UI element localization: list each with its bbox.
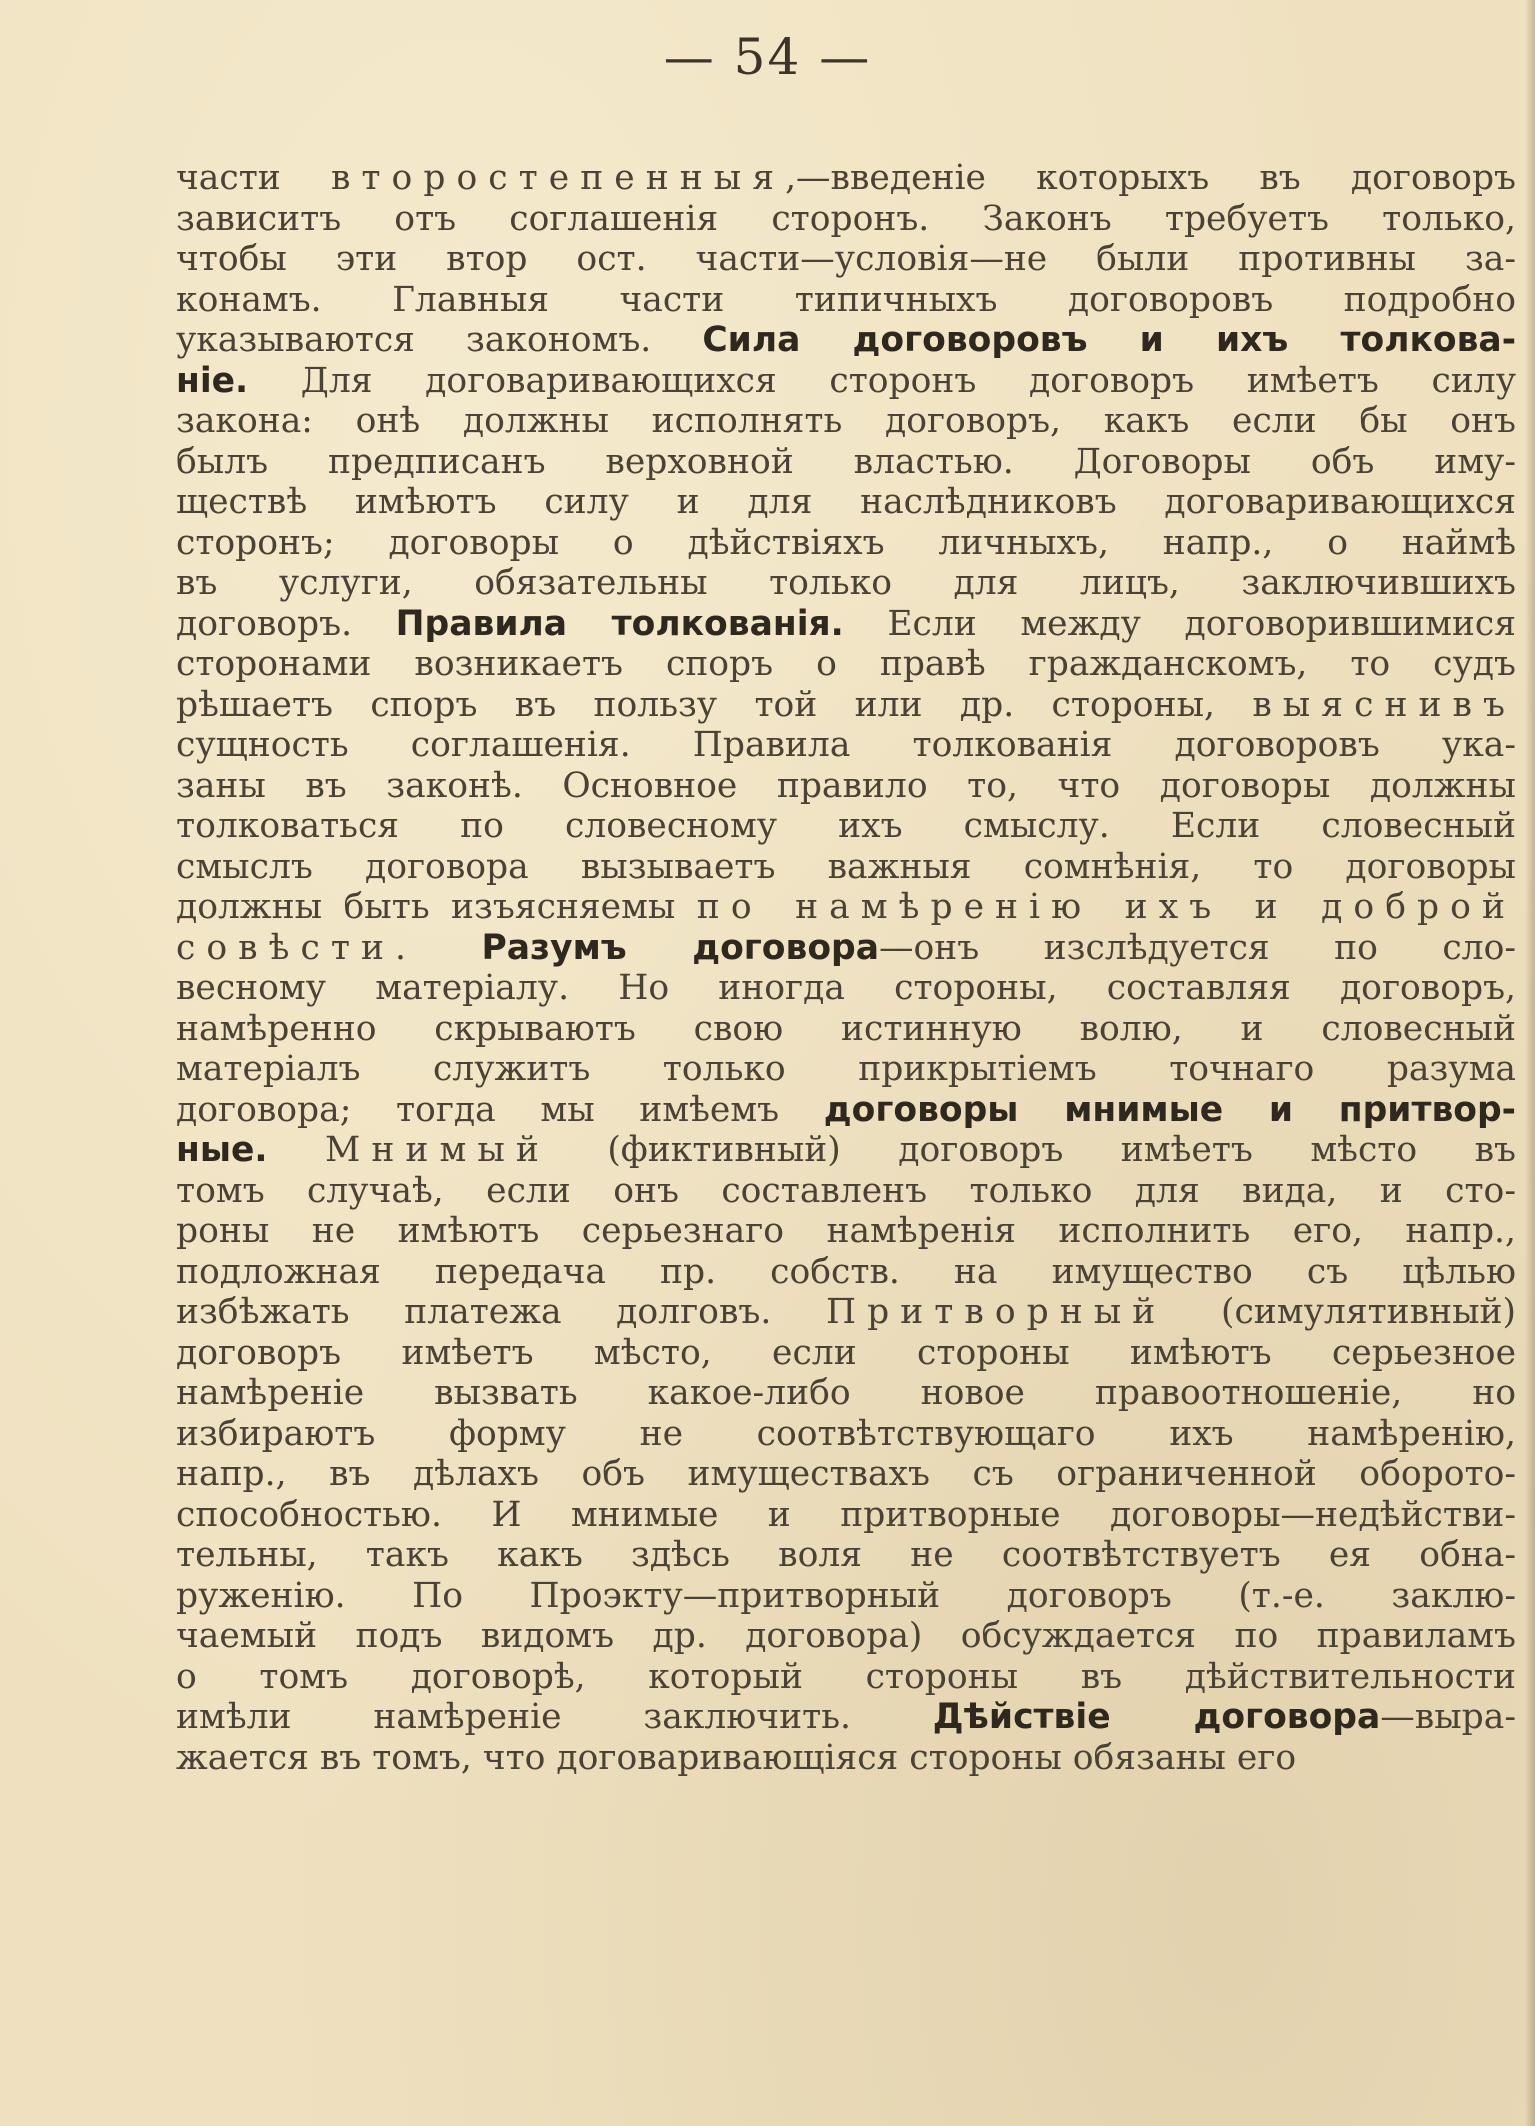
text-run: намѣреніе вызвать какое-либо новое правоотношеніе, но xyxy=(176,1373,1516,1413)
text-run: роны не имѣютъ серьезнаго намѣренія исполнить его, напр., xyxy=(176,1211,1516,1251)
text-run: части xyxy=(176,158,331,198)
text-run: заны въ законѣ. Основное правило то, что договоры должны xyxy=(176,765,1516,806)
text-line xyxy=(176,1333,1516,1374)
text-run: договоръ имѣетъ мѣсто, если стороны имѣютъ серьезное xyxy=(176,1332,1516,1373)
text-line xyxy=(176,401,1516,442)
text-run: чтобы эти втор ост. части—условія—не были противны за- xyxy=(176,239,1516,279)
text-run: руженію. По Проэкту—притворный договоръ (т.-е. заклю- xyxy=(176,1575,1516,1616)
text-line xyxy=(176,1576,1516,1617)
text-line xyxy=(176,887,1516,928)
text-run xyxy=(268,1130,325,1170)
text-run: подложная передача пр. собств. на имущество съ цѣлью xyxy=(176,1251,1516,1292)
bold-heading: Разумъ договора xyxy=(481,927,880,968)
text-run: зависитъ отъ соглашенія сторонъ. Законъ требуетъ только, xyxy=(176,198,1516,239)
text-line xyxy=(176,1090,1516,1131)
text-line xyxy=(176,604,1516,645)
page-edge-shadow xyxy=(1525,0,1535,2126)
text-run: указываются закономъ. xyxy=(176,320,703,360)
bold-heading: Сила договоровъ и ихъ толкова- xyxy=(702,320,1516,360)
text-line xyxy=(176,1738,1516,1779)
text-run: смыслъ договора вызываетъ важныя сомнѣнія, то договоры xyxy=(176,846,1516,887)
text-line xyxy=(176,1049,1516,1090)
text-line xyxy=(176,1252,1516,1293)
page-number: — 54 — xyxy=(663,28,872,86)
text-run: —выра- xyxy=(1380,1697,1516,1737)
text-line xyxy=(176,766,1516,807)
text-run: ,—введеніе которыхъ въ договоръ xyxy=(785,158,1516,198)
text-run: рѣшаетъ споръ въ пользу той или др. стороны, xyxy=(176,684,1253,725)
text-run: жается въ томъ, что договаривающіяся стороны обязаны его xyxy=(176,1737,1297,1778)
text-run: сторонъ; договоры о дѣйствіяхъ личныхъ, напр., о наймѣ xyxy=(176,522,1516,563)
text-run: Для договаривающихся сторонъ договоръ имѣетъ силу xyxy=(248,360,1516,401)
bold-heading: договоры мнимые и притвор- xyxy=(823,1089,1516,1130)
text-run: (фиктивный) договоръ имѣетъ мѣсто въ xyxy=(549,1130,1516,1170)
text-line xyxy=(176,725,1516,766)
text-line xyxy=(176,1211,1516,1252)
text-run: сущность соглашенія. Правила толкованія договоровъ ука- xyxy=(176,725,1516,765)
bold-heading: ніе. xyxy=(176,360,249,401)
text-line xyxy=(176,1130,1516,1171)
text-line xyxy=(176,442,1516,483)
text-line xyxy=(176,199,1516,240)
text-run: тельны, такъ какъ здѣсь воля не соотвѣтствуетъ ея обна- xyxy=(176,1535,1516,1575)
spaced-emphasis: выяснивъ xyxy=(1252,684,1516,725)
bold-heading: Дѣйствіе договора xyxy=(932,1697,1381,1737)
text-run: толковаться по словесному ихъ смыслу. Если словесный xyxy=(176,806,1516,846)
text-line xyxy=(176,1292,1516,1333)
text-line xyxy=(176,685,1516,726)
text-line xyxy=(176,847,1516,888)
bold-heading: Правила толкованія. xyxy=(395,603,844,644)
text-run: о томъ договорѣ, который стороны въ дѣйствительности xyxy=(176,1656,1516,1697)
text-run: сторонами возникаетъ споръ о правѣ гражданскомъ, то судъ xyxy=(176,644,1516,684)
text-line xyxy=(176,239,1516,280)
text-run: договоръ. xyxy=(176,603,396,644)
text-line xyxy=(176,523,1516,564)
text-run: способностью. И мнимые и притворные договоры—недѣйстви- xyxy=(176,1494,1516,1535)
text-line xyxy=(176,1373,1516,1414)
text-line xyxy=(176,1009,1516,1050)
text-run: закона: онѣ должны исполнять договоръ, какъ если бы онъ xyxy=(176,401,1516,441)
text-line xyxy=(176,928,1516,969)
text-line xyxy=(176,1616,1516,1657)
text-run: весному матеріалу. Но иногда стороны, составляя договоръ, xyxy=(176,968,1516,1008)
text-line xyxy=(176,806,1516,847)
text-run: (симулятивный) xyxy=(1166,1292,1516,1332)
text-run: избѣжать платежа долговъ. xyxy=(176,1292,826,1332)
text-line xyxy=(176,1454,1516,1495)
text-line xyxy=(176,1657,1516,1698)
spaced-emphasis: второстепенныя xyxy=(330,158,786,198)
text-run: намѣренно скрываютъ свою истинную волю, и словесный xyxy=(176,1008,1516,1049)
text-run: —онъ изслѣдуется по сло- xyxy=(879,927,1516,968)
text-run xyxy=(417,928,481,968)
text-run: чаемый подъ видомъ др. договора) обсуждается по правиламъ xyxy=(176,1616,1516,1656)
text-line xyxy=(176,968,1516,1009)
spaced-emphasis: Притворный xyxy=(825,1292,1167,1332)
text-run: томъ случаѣ, если онъ составленъ только для вида, и сто- xyxy=(176,1170,1516,1211)
text-line xyxy=(176,361,1516,402)
text-line xyxy=(176,563,1516,604)
text-line xyxy=(176,280,1516,321)
text-run: былъ предписанъ верховной властью. Договоры объ иму- xyxy=(176,441,1516,482)
text-run: конамъ. Главныя части типичныхъ договоровъ подробно xyxy=(176,279,1516,320)
text-line xyxy=(176,644,1516,685)
text-run: въ услуги, обязательны только для лицъ, заключившихъ xyxy=(176,563,1516,603)
text-run: напр., въ дѣлахъ объ имуществахъ съ ограниченной оборото- xyxy=(176,1454,1516,1494)
text-run: договора; тогда мы имѣемъ xyxy=(176,1089,824,1130)
text-line xyxy=(176,1414,1516,1455)
text-run: матеріалъ служитъ только прикрытіемъ точнаго разума xyxy=(176,1049,1516,1089)
text-line xyxy=(176,158,1516,199)
bold-heading: ные. xyxy=(176,1130,268,1170)
text-line xyxy=(176,1171,1516,1212)
text-line xyxy=(176,320,1516,361)
text-run: должны быть изъясняемы xyxy=(176,887,697,927)
text-line xyxy=(176,1495,1516,1536)
text-run: ществѣ имѣютъ силу и для наслѣдниковъ договаривающихся xyxy=(176,482,1516,522)
spaced-emphasis: по намѣренію ихъ и доброй xyxy=(696,887,1516,927)
text-line xyxy=(176,1697,1516,1738)
text-line xyxy=(176,1535,1516,1576)
text-run: избираютъ форму не соотвѣтствующаго ихъ намѣренію, xyxy=(176,1413,1516,1454)
spaced-emphasis: Мнимый xyxy=(325,1130,550,1170)
text-run: имѣли намѣреніе заключить. xyxy=(176,1697,933,1737)
spaced-emphasis: совѣсти. xyxy=(176,927,418,968)
text-run: Если между договорившимися xyxy=(843,603,1516,644)
body-text xyxy=(176,158,1516,1778)
text-line xyxy=(176,482,1516,523)
